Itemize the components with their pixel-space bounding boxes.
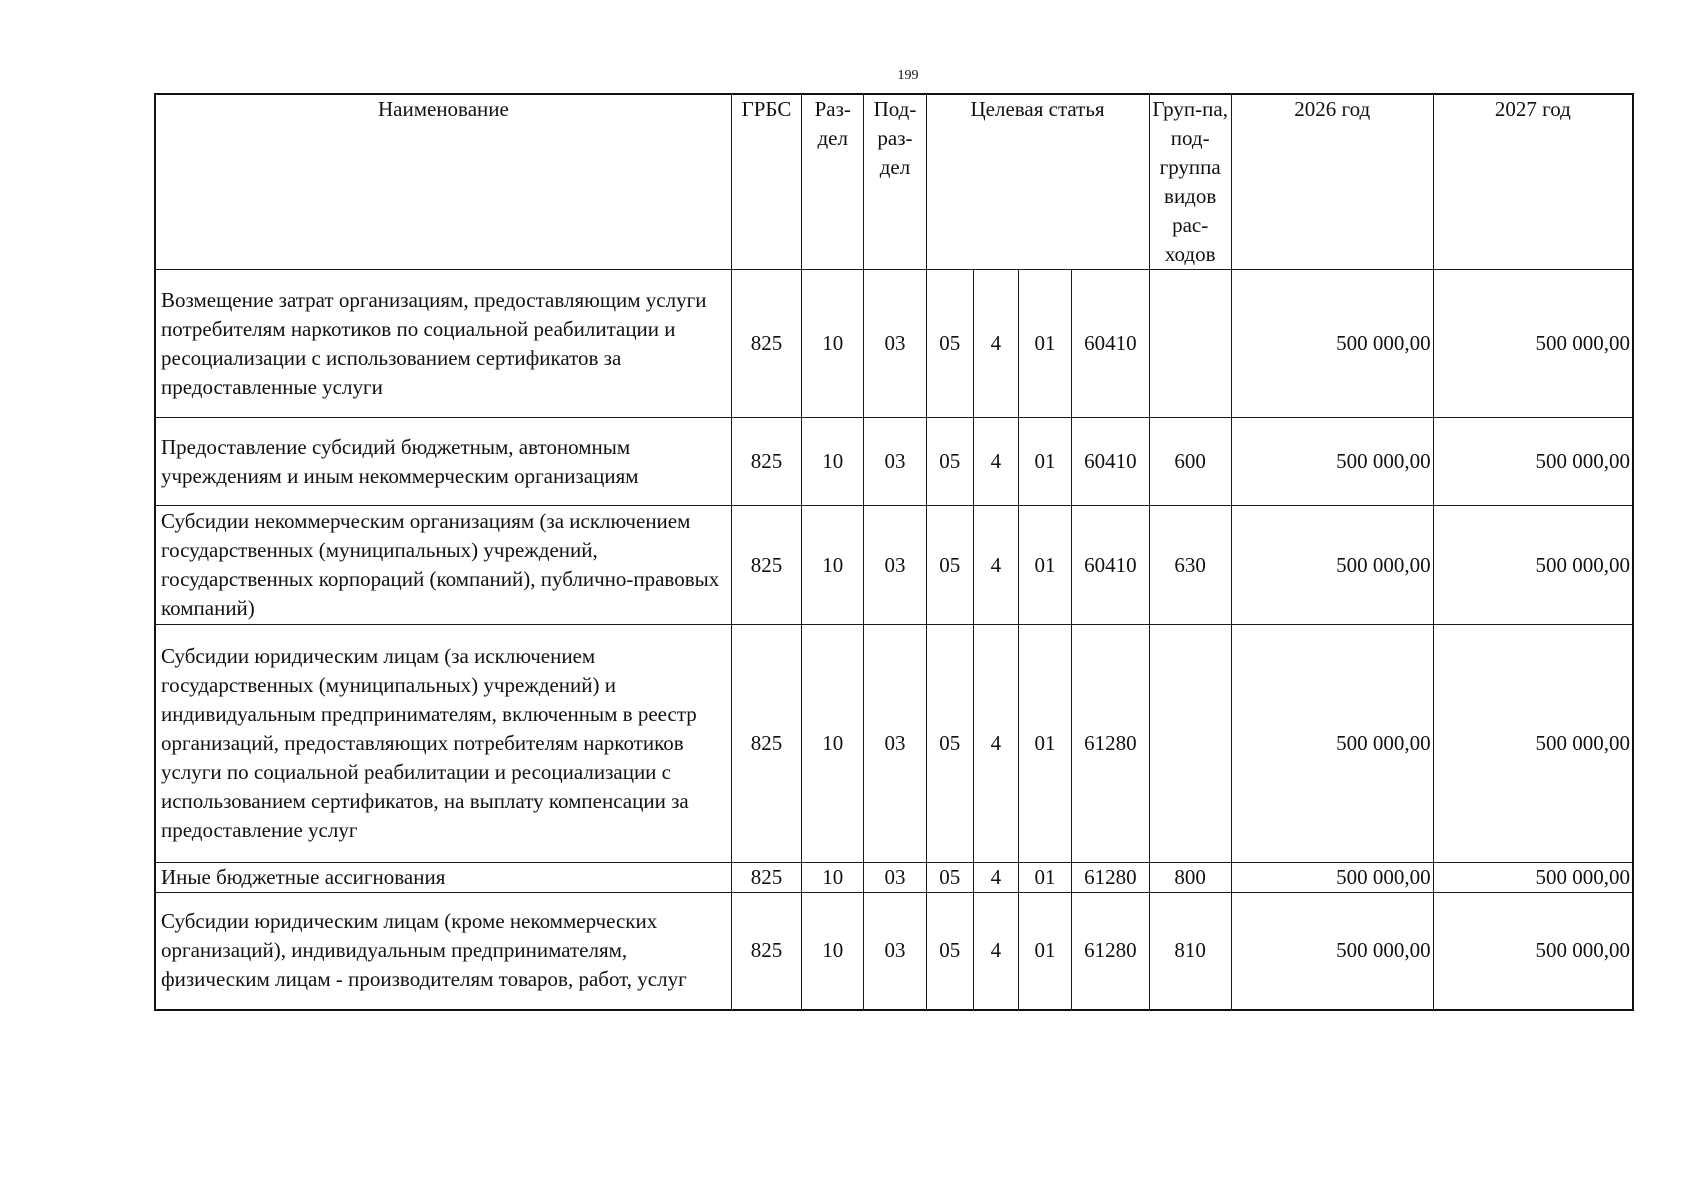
row-target-type: 4 bbox=[973, 863, 1018, 893]
row-target-program: 05 bbox=[926, 625, 973, 863]
row-razdel: 10 bbox=[802, 893, 864, 1010]
row-target-direction: 60410 bbox=[1072, 270, 1149, 418]
row-podrazdel: 03 bbox=[864, 625, 926, 863]
row-name: Субсидии некоммерческим организациям (за исключением государственных (муниципальных) учреждений, государственных корпораций (компаний), публично-правовых компаний) bbox=[155, 506, 731, 625]
header-podrazdel: Под-раз-дел bbox=[864, 94, 926, 270]
table-header-row bbox=[155, 94, 1633, 270]
header-expense-group: Груп-па, под-группа видов рас-ходов bbox=[1149, 94, 1231, 270]
row-amount-2027: 500 000,00 bbox=[1433, 863, 1633, 893]
row-amount-2026: 500 000,00 bbox=[1231, 863, 1433, 893]
row-razdel: 10 bbox=[802, 625, 864, 863]
row-target-type: 4 bbox=[973, 506, 1018, 625]
header-razdel: Раз-дел bbox=[802, 94, 864, 270]
row-amount-2026: 500 000,00 bbox=[1231, 625, 1433, 863]
row-target-subprogram: 01 bbox=[1018, 506, 1071, 625]
row-grbs: 825 bbox=[731, 270, 801, 418]
row-amount-2027: 500 000,00 bbox=[1433, 506, 1633, 625]
header-year-2027: 2027 год bbox=[1433, 94, 1633, 270]
table-row bbox=[155, 270, 1633, 418]
row-podrazdel: 03 bbox=[864, 418, 926, 506]
row-expense-group: 630 bbox=[1149, 506, 1231, 625]
row-name: Субсидии юридическим лицам (за исключением государственных (муниципальных) учреждений) и индивидуальным предпринимателям, включенным в реестр организаций, предоставляющих потребителям наркотиков услуги по социальной реабилитации и ресоциализации с использованием сертификатов, на выплату компенсации за предоставление услуг bbox=[155, 625, 731, 863]
row-target-direction: 61280 bbox=[1072, 863, 1149, 893]
row-target-type: 4 bbox=[973, 418, 1018, 506]
row-target-direction: 61280 bbox=[1072, 625, 1149, 863]
row-expense-group: 800 bbox=[1149, 863, 1231, 893]
row-target-subprogram: 01 bbox=[1018, 863, 1071, 893]
row-amount-2027: 500 000,00 bbox=[1433, 418, 1633, 506]
row-name: Возмещение затрат организациям, предоставляющим услуги потребителям наркотиков по социальной реабилитации и ресоциализации с использованием сертификатов за предоставленные услуги bbox=[155, 270, 731, 418]
row-amount-2027: 500 000,00 bbox=[1433, 625, 1633, 863]
row-podrazdel: 03 bbox=[864, 506, 926, 625]
row-amount-2026: 500 000,00 bbox=[1231, 506, 1433, 625]
row-expense-group: 810 bbox=[1149, 893, 1231, 1010]
row-target-subprogram: 01 bbox=[1018, 893, 1071, 1010]
table-row bbox=[155, 893, 1633, 1010]
row-target-program: 05 bbox=[926, 893, 973, 1010]
row-grbs: 825 bbox=[731, 506, 801, 625]
row-expense-group: 600 bbox=[1149, 418, 1231, 506]
row-target-direction: 60410 bbox=[1072, 418, 1149, 506]
row-target-subprogram: 01 bbox=[1018, 270, 1071, 418]
row-expense-group bbox=[1149, 625, 1231, 863]
row-target-direction: 61280 bbox=[1072, 893, 1149, 1010]
row-amount-2027: 500 000,00 bbox=[1433, 270, 1633, 418]
row-target-program: 05 bbox=[926, 270, 973, 418]
row-grbs: 825 bbox=[731, 893, 801, 1010]
row-podrazdel: 03 bbox=[864, 863, 926, 893]
row-target-subprogram: 01 bbox=[1018, 625, 1071, 863]
row-podrazdel: 03 bbox=[864, 893, 926, 1010]
row-grbs: 825 bbox=[731, 625, 801, 863]
row-name: Иные бюджетные ассигнования bbox=[155, 863, 731, 893]
table-row bbox=[155, 506, 1633, 625]
row-grbs: 825 bbox=[731, 863, 801, 893]
row-name: Субсидии юридическим лицам (кроме некоммерческих организаций), индивидуальным предпринимателям, физическим лицам - производителям товаров, работ, услуг bbox=[155, 893, 731, 1010]
row-amount-2026: 500 000,00 bbox=[1231, 270, 1433, 418]
table-row bbox=[155, 863, 1633, 893]
row-razdel: 10 bbox=[802, 863, 864, 893]
row-amount-2027: 500 000,00 bbox=[1433, 893, 1633, 1010]
row-grbs: 825 bbox=[731, 418, 801, 506]
row-razdel: 10 bbox=[802, 506, 864, 625]
header-grbs: ГРБС bbox=[731, 94, 801, 270]
row-name: Предоставление субсидий бюджетным, автономным учреждениям и иным некоммерческим организациям bbox=[155, 418, 731, 506]
row-expense-group bbox=[1149, 270, 1231, 418]
row-target-subprogram: 01 bbox=[1018, 418, 1071, 506]
header-year-2026: 2026 год bbox=[1231, 94, 1433, 270]
row-amount-2026: 500 000,00 bbox=[1231, 893, 1433, 1010]
row-razdel: 10 bbox=[802, 418, 864, 506]
table-row bbox=[155, 625, 1633, 863]
budget-table bbox=[154, 93, 1634, 1011]
row-target-type: 4 bbox=[973, 270, 1018, 418]
row-razdel: 10 bbox=[802, 270, 864, 418]
page-number: 199 bbox=[897, 68, 919, 83]
row-amount-2026: 500 000,00 bbox=[1231, 418, 1433, 506]
row-target-program: 05 bbox=[926, 506, 973, 625]
row-target-type: 4 bbox=[973, 893, 1018, 1010]
row-target-direction: 60410 bbox=[1072, 506, 1149, 625]
table-row bbox=[155, 418, 1633, 506]
row-target-type: 4 bbox=[973, 625, 1018, 863]
row-target-program: 05 bbox=[926, 418, 973, 506]
header-target-article: Целевая статья bbox=[926, 94, 1149, 270]
row-podrazdel: 03 bbox=[864, 270, 926, 418]
header-name: Наименование bbox=[155, 94, 731, 270]
row-target-program: 05 bbox=[926, 863, 973, 893]
